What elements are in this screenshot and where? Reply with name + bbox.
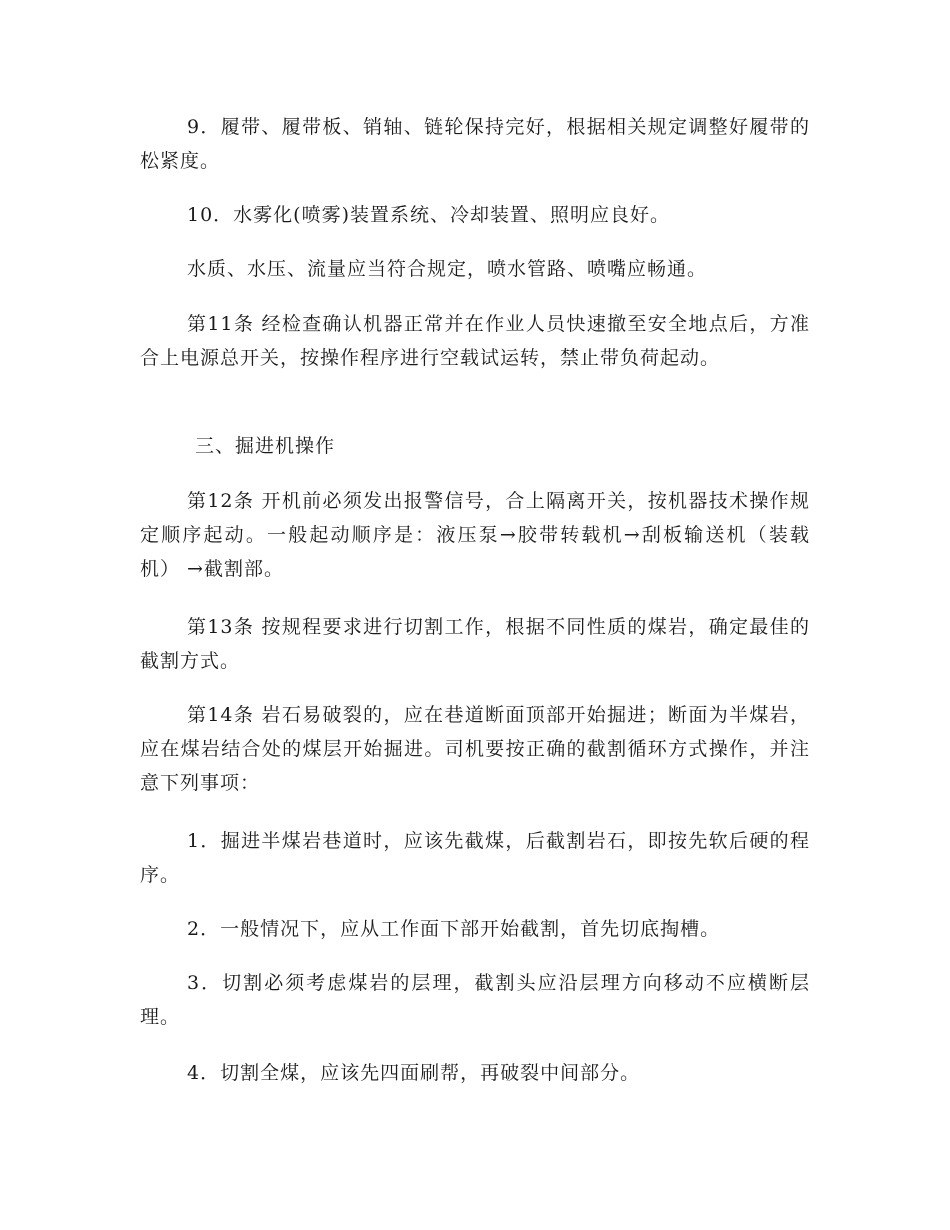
- paragraph-article-12: 第12条 开机前必须发出报警信号，合上隔离开关，按机器技术操作规定顺序起动。一般起动顺序是：液压泵→胶带转载机→刮板输送机（装载机） →截割部。: [140, 490, 810, 580]
- list-item-2: 2．一般情况下，应从工作面下部开始截割，首先切底掏槽。: [187, 918, 721, 940]
- paragraph-water-quality: 水质、水压、流量应当符合规定，喷水管路、喷嘴应畅通。: [187, 258, 708, 280]
- paragraph-article-13: 第13条 按规程要求进行切割工作，根据不同性质的煤岩，确定最佳的截割方式。: [140, 616, 810, 672]
- paragraph-item-10: 10．水雾化(喷雾)装置系统、冷却装置、照明应良好。: [187, 204, 671, 226]
- list-item-4: 4．切割全煤，应该先四面刷帮，再破裂中间部分。: [187, 1062, 641, 1084]
- paragraph-item-9: 9．履带、履带板、销轴、链轮保持完好，根据相关规定调整好履带的松紧度。: [140, 116, 810, 172]
- paragraph-article-11: 第11条 经检查确认机器正常并在作业人员快速撤至安全地点后，方准合上电源总开关，按操作程序进行空载试运转，禁止带负荷起动。: [140, 313, 810, 369]
- list-item-1: 1．掘进半煤岩巷道时，应该先截煤，后截割岩石，即按先软后硬的程序。: [140, 830, 810, 886]
- paragraph-article-14: 第14条 岩石易破裂的，应在巷道断面顶部开始掘进；断面为半煤岩，应在煤岩结合处的煤层开始掘进。司机要按正确的截割循环方式操作，并注意下列事项：: [140, 704, 810, 794]
- list-item-3: 3．切割必须考虑煤岩的层理，截割头应沿层理方向移动不应横断层理。: [140, 972, 810, 1028]
- section-heading: 三、掘进机操作: [195, 435, 336, 457]
